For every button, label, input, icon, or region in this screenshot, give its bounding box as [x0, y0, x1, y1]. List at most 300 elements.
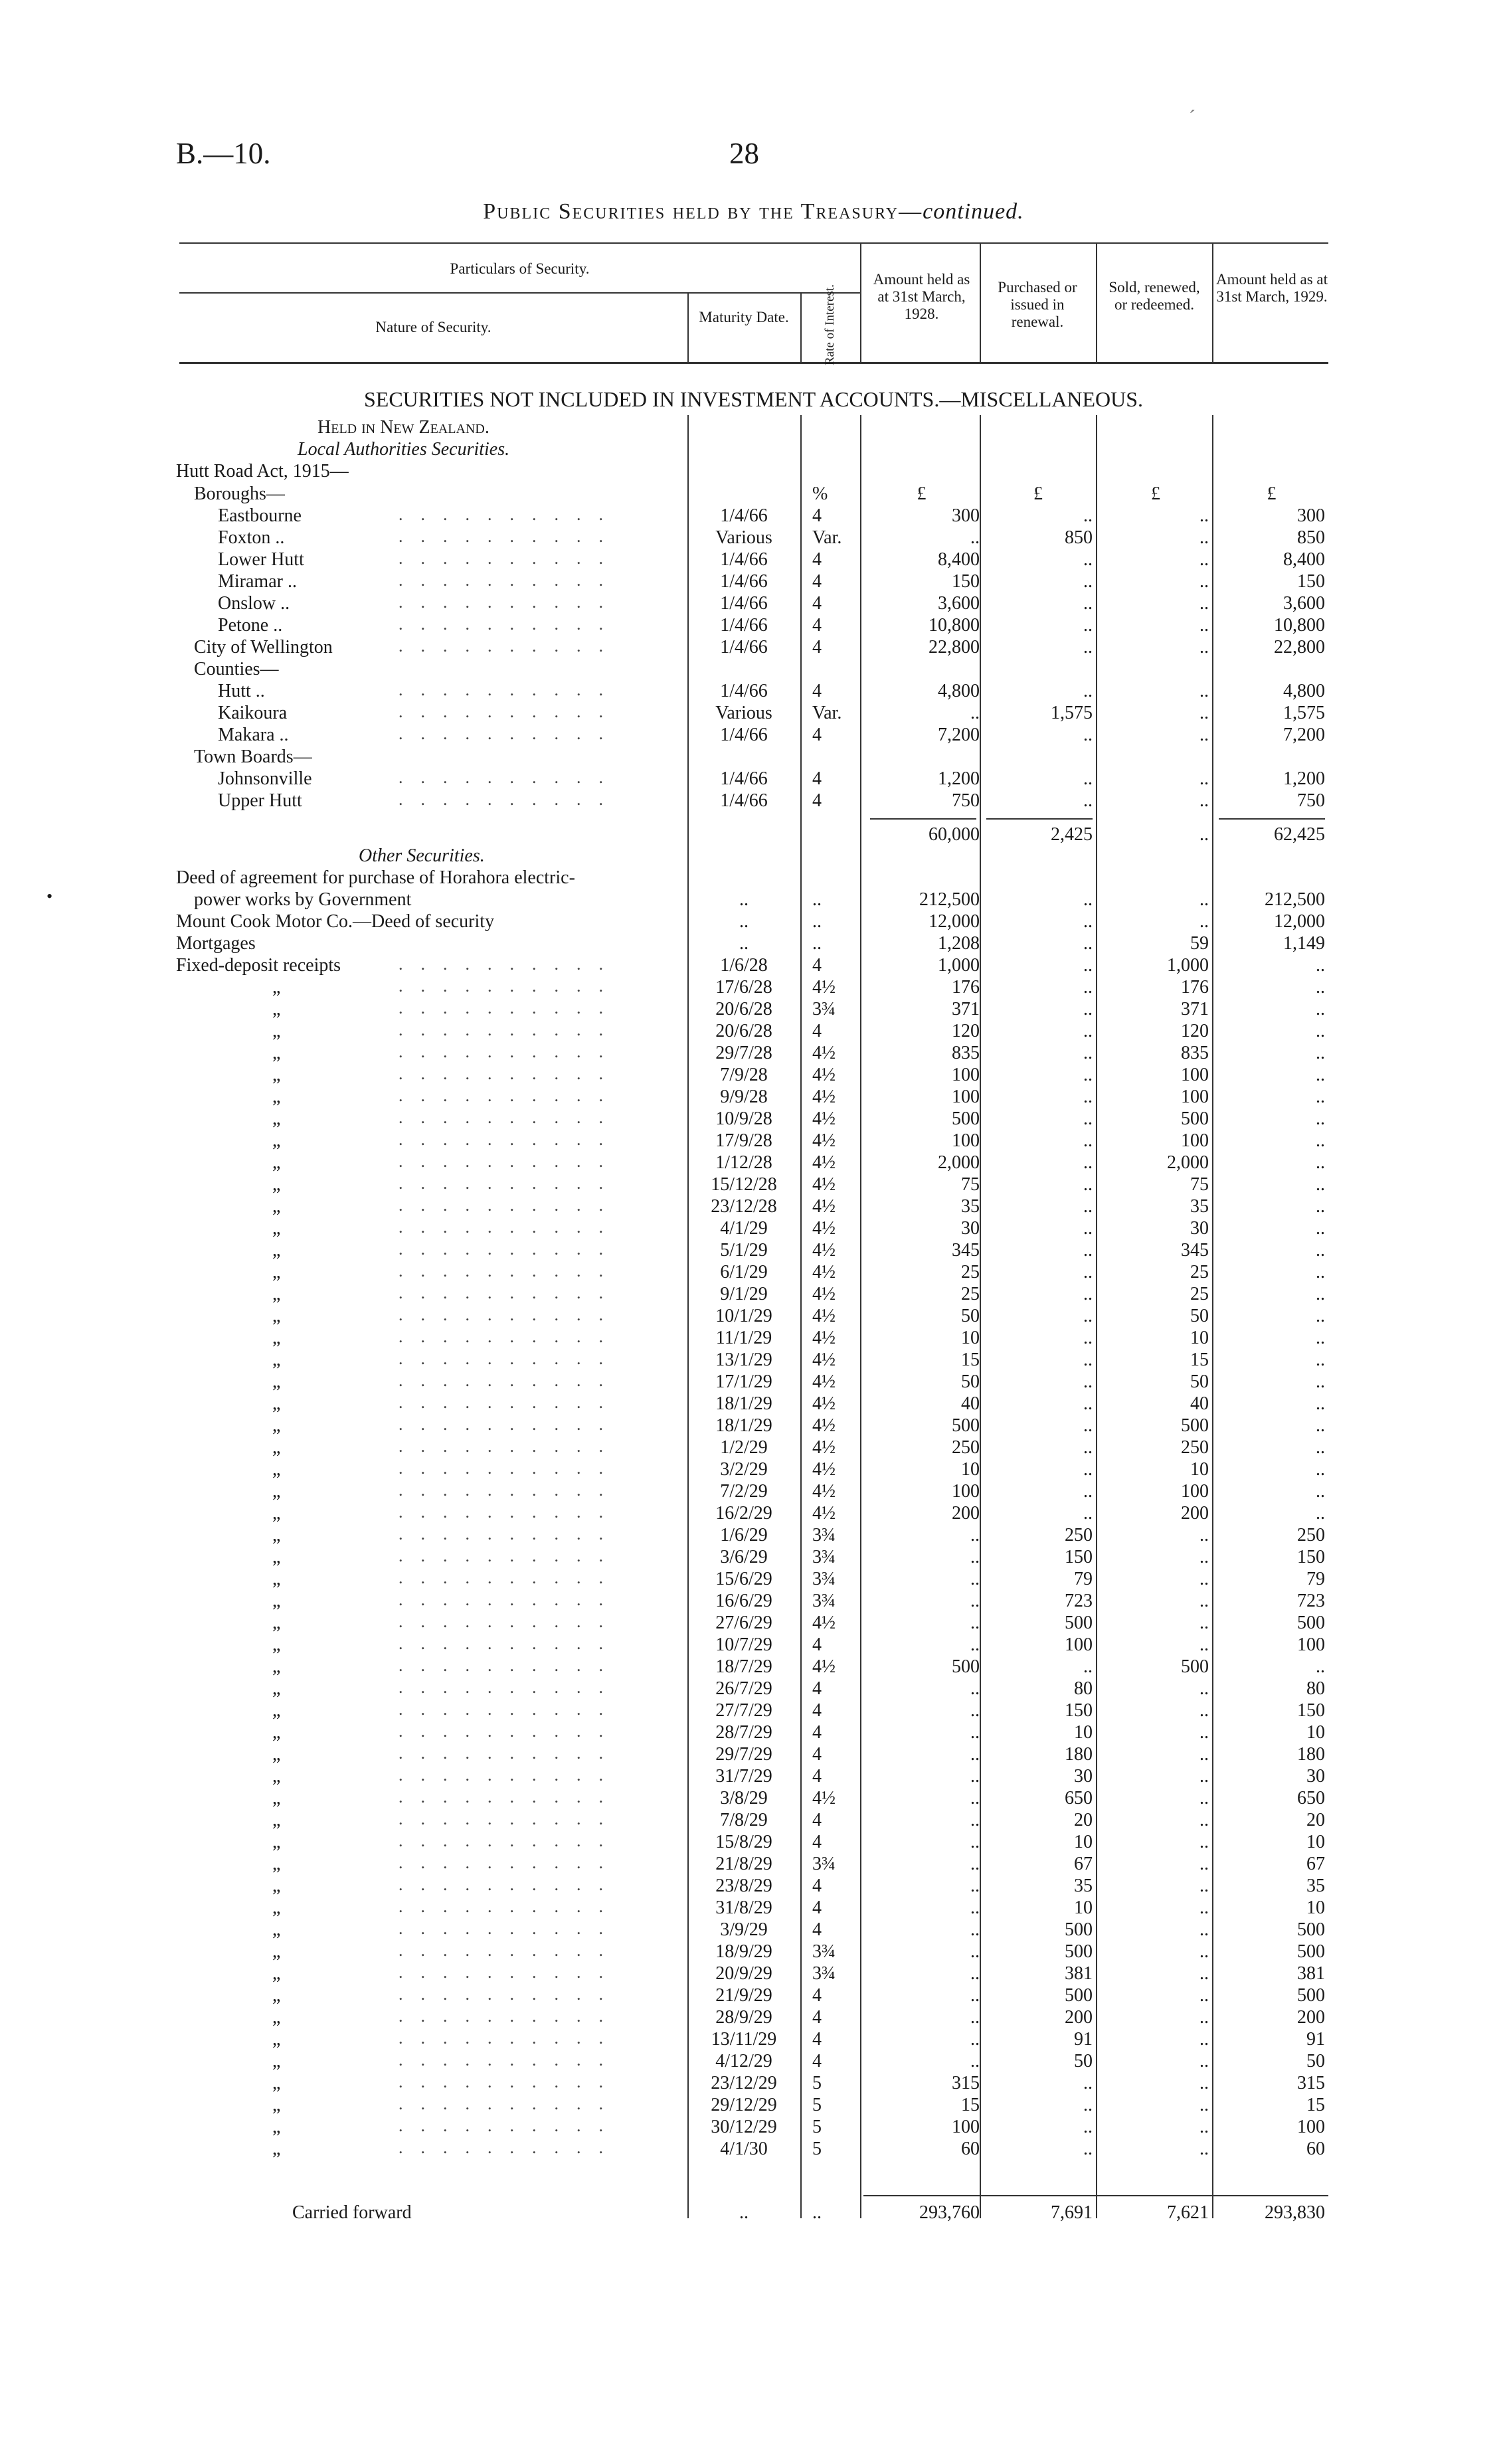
label-foxton: Foxton .. — [218, 527, 285, 548]
label-upper-hutt: Upper Hutt — [218, 790, 302, 811]
cell-held-1929: .. — [1316, 1087, 1325, 1107]
header-divider-2 — [800, 292, 802, 362]
cell-maturity: .. — [739, 911, 749, 932]
cell-maturity: 9/1/29 — [720, 1284, 768, 1304]
cell-sold: 7,621 — [1167, 2202, 1209, 2223]
cell-purchased: .. — [1083, 725, 1093, 745]
cell-maturity: 6/1/29 — [720, 1262, 768, 1282]
cell-rate: 4½ — [812, 1174, 836, 1195]
leader-dots: .......... — [399, 1174, 621, 1193]
cell-sold: 1,000 — [1167, 955, 1209, 976]
cell-maturity: 1/4/66 — [720, 593, 768, 614]
cell-held-1929: .. — [1316, 999, 1325, 1019]
page-number: 28 — [729, 137, 759, 170]
cell-purchased: .. — [1083, 1415, 1093, 1436]
cell-rate: 4 — [812, 2007, 822, 2028]
cell-rate: 4 — [812, 790, 822, 811]
cell-held-1928: .. — [970, 1832, 980, 1852]
unit-pound-1929: £ — [1267, 484, 1277, 504]
cell-maturity: 1/6/29 — [720, 1525, 768, 1545]
cell-maturity: 16/2/29 — [715, 1503, 772, 1524]
cell-held-1928: .. — [970, 1985, 980, 2006]
leader-dots: .......... — [399, 768, 621, 787]
cell-rate: 3¾ — [812, 1941, 836, 1962]
cell-maturity: 4/12/29 — [715, 2051, 772, 2071]
ditto-mark: „ — [272, 1503, 281, 1524]
cell-held-1928: .. — [970, 1547, 980, 1567]
ditto-mark: „ — [272, 2073, 281, 2093]
ditto-mark: „ — [272, 1919, 281, 1940]
col-purchased: Purchased or issued in renewal. — [998, 279, 1077, 330]
cell-sold: 250 — [1181, 1437, 1209, 1458]
cell-purchased: .. — [1083, 1393, 1093, 1414]
leader-dots: .......... — [399, 1546, 621, 1565]
cell-sold: .. — [1199, 2117, 1209, 2137]
cell-maturity: 13/1/29 — [715, 1350, 772, 1370]
cell-sold: .. — [1199, 1810, 1209, 1830]
cell-sold: 345 — [1181, 1240, 1209, 1261]
cell-sold: .. — [1199, 2095, 1209, 2115]
cell-maturity: 21/9/29 — [715, 1985, 772, 2006]
cell-rate: 4 — [812, 2029, 822, 2050]
cell-sold: .. — [1199, 1876, 1209, 1896]
cell-maturity: 1/12/28 — [715, 1152, 772, 1173]
leader-dots: .......... — [399, 1897, 621, 1916]
ditto-mark: „ — [272, 1613, 281, 1633]
cell-held-1929: .. — [1316, 1481, 1325, 1502]
cell-sold: 25 — [1190, 1284, 1209, 1304]
cell-held-1928: 500 — [952, 1415, 980, 1436]
cell-sold: .. — [1199, 2007, 1209, 2028]
title-main: Public Securities held by the Treasury— — [483, 199, 923, 224]
cell-purchased: 500 — [1065, 1919, 1093, 1940]
leader-dots: .......... — [399, 976, 621, 996]
label-mortgages: Mortgages — [176, 933, 256, 954]
cell-sold: .. — [1199, 505, 1209, 526]
cell-held-1928: .. — [970, 1766, 980, 1787]
cell-sold: .. — [1199, 1722, 1209, 1743]
cell-sold: 10 — [1190, 1328, 1209, 1348]
cell-purchased: 10 — [1074, 1897, 1093, 1918]
cell-held-1928: .. — [970, 1525, 980, 1545]
subtotal-held-1928: 60,000 — [929, 824, 980, 845]
cell-held-1929: .. — [1316, 1240, 1325, 1261]
subtotal-rule-purchased — [986, 818, 1093, 820]
cell-purchased: 500 — [1065, 1941, 1093, 1962]
ditto-mark: „ — [272, 1130, 281, 1151]
cell-maturity: 10/1/29 — [715, 1306, 772, 1326]
cell-sold: 15 — [1190, 1350, 1209, 1370]
cell-held-1929: 3,600 — [1283, 593, 1325, 614]
col-sold: Sold, renewed, or redeemed. — [1108, 279, 1200, 313]
ditto-mark: „ — [272, 1306, 281, 1326]
cell-rate: 3¾ — [812, 1854, 836, 1874]
cell-purchased: 650 — [1065, 1788, 1093, 1808]
body-divider-2 — [800, 415, 802, 2218]
cell-maturity: 13/11/29 — [711, 2029, 777, 2050]
unit-pound-1928: £ — [917, 484, 927, 504]
label-makara: Makara .. — [218, 725, 289, 745]
cell-maturity: 29/7/28 — [715, 1043, 772, 1063]
cell-purchased: .. — [1083, 1174, 1093, 1195]
cell-sold: 2,000 — [1167, 1152, 1209, 1173]
cell-held-1929: .. — [1316, 1021, 1325, 1041]
cell-rate: 4½ — [812, 1043, 836, 1063]
ditto-mark: „ — [272, 1087, 281, 1107]
ditto-mark: „ — [272, 1569, 281, 1589]
cell-held-1928: .. — [970, 1634, 980, 1655]
cell-sold: 30 — [1190, 1218, 1209, 1239]
leader-dots: .......... — [399, 1524, 621, 1543]
cell-purchased: .. — [1083, 911, 1093, 932]
cell-held-1929: .. — [1316, 1415, 1325, 1436]
cell-held-1929: .. — [1316, 977, 1325, 998]
cell-purchased: 30 — [1074, 1766, 1093, 1787]
cell-held-1929: 1,575 — [1283, 703, 1325, 723]
cell-maturity: 4/1/29 — [720, 1218, 768, 1239]
cell-held-1929: 50 — [1306, 2051, 1325, 2071]
cell-held-1928: 1,000 — [938, 955, 980, 976]
cell-rate: 4 — [812, 768, 822, 789]
cell-held-1928: 100 — [952, 2117, 980, 2137]
cell-sold: 100 — [1181, 1130, 1209, 1151]
cell-rate: 4 — [812, 1634, 822, 1655]
cell-held-1929: 381 — [1297, 1963, 1325, 1984]
cell-held-1928: 25 — [961, 1284, 980, 1304]
cell-purchased: .. — [1083, 1240, 1093, 1261]
ditto-mark: „ — [272, 2139, 281, 2159]
cell-rate: 4½ — [812, 1328, 836, 1348]
leader-dots: .......... — [399, 2028, 621, 2048]
cell-held-1929: .. — [1316, 1503, 1325, 1524]
cell-held-1928: 75 — [961, 1174, 980, 1195]
header-divider-6 — [1212, 242, 1213, 362]
leader-dots: .......... — [399, 1283, 621, 1302]
ditto-mark: „ — [272, 1744, 281, 1765]
leader-dots: .......... — [399, 1787, 621, 1806]
cell-rate: 4 — [812, 615, 822, 636]
cell-maturity: 1/4/66 — [720, 768, 768, 789]
cell-sold: 40 — [1190, 1393, 1209, 1414]
leader-dots: .......... — [399, 1239, 621, 1259]
leader-dots: .......... — [399, 549, 621, 568]
cell-purchased: 100 — [1065, 1634, 1093, 1655]
cell-maturity: 15/6/29 — [715, 1569, 772, 1589]
cell-maturity: 28/7/29 — [715, 1722, 772, 1743]
cell-sold: 835 — [1181, 1043, 1209, 1063]
leader-dots: .......... — [399, 571, 621, 590]
ditto-mark: „ — [272, 1437, 281, 1458]
label-hutt: Hutt .. — [218, 681, 265, 701]
leader-dots: .......... — [399, 1458, 621, 1478]
ditto-mark: „ — [272, 2051, 281, 2071]
cell-maturity: 15/8/29 — [715, 1832, 772, 1852]
cell-held-1929: .. — [1316, 1328, 1325, 1348]
cell-sold: 500 — [1181, 1108, 1209, 1129]
cell-held-1928: 500 — [952, 1656, 980, 1677]
cell-sold: .. — [1199, 1963, 1209, 1984]
subheading-held-nz: Held in New Zealand. — [317, 417, 489, 438]
leader-dots: .......... — [399, 1415, 621, 1434]
cell-held-1928: .. — [970, 1613, 980, 1633]
leader-dots: .......... — [399, 1678, 621, 1697]
cell-held-1928: .. — [970, 1722, 980, 1743]
cell-purchased: .. — [1083, 615, 1093, 636]
cell-held-1929: 500 — [1297, 1941, 1325, 1962]
cell-held-1929: 79 — [1306, 1569, 1325, 1589]
leader-dots: .......... — [399, 702, 621, 721]
cell-sold: .. — [1199, 889, 1209, 910]
cell-rate: .. — [812, 889, 822, 910]
cell-held-1929: 150 — [1297, 571, 1325, 592]
cell-held-1929: 20 — [1306, 1810, 1325, 1830]
cell-rate: 4½ — [812, 1415, 836, 1436]
cell-purchased: 200 — [1065, 2007, 1093, 2028]
cell-purchased: 850 — [1065, 527, 1093, 548]
cell-held-1928: 1,200 — [938, 768, 980, 789]
cell-held-1928: 15 — [961, 2095, 980, 2115]
cell-maturity: 7/8/29 — [720, 1810, 768, 1830]
cell-held-1929: 1,200 — [1283, 768, 1325, 789]
cell-rate: .. — [812, 2202, 822, 2223]
cell-sold: .. — [1199, 1547, 1209, 1567]
leader-dots: .......... — [399, 1217, 621, 1237]
cell-sold: 100 — [1181, 1087, 1209, 1107]
cell-sold: .. — [1199, 1919, 1209, 1940]
cell-purchased: .. — [1083, 1108, 1093, 1129]
leader-dots: .......... — [399, 1963, 621, 1982]
ditto-mark: „ — [272, 1700, 281, 1721]
cell-held-1929: 750 — [1297, 790, 1325, 811]
label-horahora-1: Deed of agreement for purchase of Horahora electric- — [176, 867, 575, 888]
leader-dots: .......... — [399, 1590, 621, 1609]
header-divider-1 — [687, 292, 689, 362]
cell-rate: 4½ — [812, 1350, 836, 1370]
leader-dots: .......... — [399, 1656, 621, 1675]
cell-held-1929: 7,200 — [1283, 725, 1325, 745]
cell-rate: Var. — [812, 703, 842, 723]
cell-purchased: .. — [1083, 768, 1093, 789]
cell-rate: 4 — [812, 2051, 822, 2071]
cell-held-1929: 22,800 — [1274, 637, 1325, 658]
cell-purchased: .. — [1083, 1196, 1093, 1217]
leader-dots: .......... — [399, 614, 621, 634]
cell-rate: 4 — [812, 1810, 822, 1830]
body-divider-5 — [1096, 415, 1097, 2218]
cell-rate: 4 — [812, 1876, 822, 1896]
cell-held-1928: 15 — [961, 1350, 980, 1370]
leader-dots: .......... — [399, 1568, 621, 1587]
cell-maturity: 17/9/28 — [715, 1130, 772, 1151]
cell-maturity: .. — [739, 2202, 749, 2223]
cell-maturity: 20/6/28 — [715, 1021, 772, 1041]
cell-maturity: 1/4/66 — [720, 790, 768, 811]
margin-mark: ˊ — [1189, 106, 1196, 128]
cell-held-1929: 100 — [1297, 2117, 1325, 2137]
label-town-boards: Town Boards— — [194, 747, 312, 767]
ditto-mark: „ — [272, 1985, 281, 2006]
cell-held-1929: 180 — [1297, 1744, 1325, 1765]
cell-rate: 4 — [812, 637, 822, 658]
unit-pound-purchased: £ — [1033, 484, 1043, 504]
cell-sold: .. — [1199, 1766, 1209, 1787]
cell-rate: 4 — [812, 1919, 822, 1940]
cell-held-1929: 212,500 — [1265, 889, 1325, 910]
cell-held-1929: .. — [1316, 1459, 1325, 1480]
margin-bullet: • — [46, 887, 53, 906]
cell-purchased: .. — [1083, 955, 1093, 976]
ditto-mark: „ — [272, 977, 281, 998]
cell-sold: 59 — [1190, 933, 1209, 954]
unit-percent: % — [812, 484, 828, 504]
label-petone: Petone .. — [218, 615, 283, 636]
cell-held-1928: 35 — [961, 1196, 980, 1217]
cell-rate: 4½ — [812, 1284, 836, 1304]
cell-held-1928: .. — [970, 1744, 980, 1765]
cell-sold: .. — [1199, 593, 1209, 614]
cell-maturity: 29/7/29 — [715, 1744, 772, 1765]
ditto-mark: „ — [272, 2117, 281, 2137]
cell-maturity: 27/6/29 — [715, 1613, 772, 1633]
cell-rate: 4½ — [812, 1788, 836, 1808]
cell-held-1928: .. — [970, 1810, 980, 1830]
cell-held-1928: 500 — [952, 1108, 980, 1129]
ditto-mark: „ — [272, 1284, 281, 1304]
cell-maturity: 28/9/29 — [715, 2007, 772, 2028]
total-rule — [863, 2195, 1328, 2196]
cell-held-1929: 1,149 — [1283, 933, 1325, 954]
cell-maturity: 27/7/29 — [715, 1700, 772, 1721]
cell-held-1929: 850 — [1297, 527, 1325, 548]
cell-purchased: .. — [1083, 1043, 1093, 1063]
cell-maturity: 29/12/29 — [711, 2095, 777, 2115]
cell-purchased: 79 — [1074, 1569, 1093, 1589]
leader-dots: .......... — [399, 1305, 621, 1324]
cell-maturity: 3/8/29 — [720, 1788, 768, 1808]
ditto-mark: „ — [272, 1240, 281, 1261]
cell-purchased: .. — [1083, 505, 1093, 526]
cell-held-1929: 500 — [1297, 1985, 1325, 2006]
cell-sold: 120 — [1181, 1021, 1209, 1041]
cell-held-1929: .. — [1316, 1371, 1325, 1392]
cell-rate: 4 — [812, 725, 822, 745]
cell-rate: 4 — [812, 1766, 822, 1787]
cell-purchased: 80 — [1074, 1678, 1093, 1699]
cell-maturity: 23/8/29 — [715, 1876, 772, 1896]
cell-held-1928: .. — [970, 1591, 980, 1611]
label-lower-hutt: Lower Hutt — [218, 549, 304, 570]
label-mount-cook: Mount Cook Motor Co.—Deed of security — [176, 911, 495, 932]
cell-sold: 35 — [1190, 1196, 1209, 1217]
cell-maturity: Various — [715, 527, 772, 548]
cell-rate: 4 — [812, 1021, 822, 1041]
cell-held-1929: 300 — [1297, 505, 1325, 526]
cell-rate: 4½ — [812, 1613, 836, 1633]
cell-maturity: 18/1/29 — [715, 1393, 772, 1414]
cell-sold: .. — [1199, 681, 1209, 701]
cell-maturity: 26/7/29 — [715, 1678, 772, 1699]
leader-dots: .......... — [399, 1393, 621, 1412]
cell-maturity: 23/12/28 — [711, 1196, 777, 1217]
cell-sold: 500 — [1181, 1656, 1209, 1677]
cell-rate: Var. — [812, 527, 842, 548]
cell-purchased: .. — [1083, 2073, 1093, 2093]
cell-maturity: 30/12/29 — [711, 2117, 777, 2137]
ditto-mark: „ — [272, 1152, 281, 1173]
label-kaikoura: Kaikoura — [218, 703, 288, 723]
cell-held-1929: 10,800 — [1274, 615, 1325, 636]
cell-maturity: 16/6/29 — [715, 1591, 772, 1611]
label-johnsonville: Johnsonville — [218, 768, 312, 789]
cell-purchased: .. — [1083, 1065, 1093, 1085]
cell-maturity: 4/1/30 — [720, 2139, 768, 2159]
cell-maturity: 18/7/29 — [715, 1656, 772, 1677]
col-held-1929: Amount held as at 31st March, 1929. — [1216, 271, 1328, 305]
ditto-mark: „ — [272, 1415, 281, 1436]
cell-purchased: .. — [1083, 1218, 1093, 1239]
cell-held-1929: 200 — [1297, 2007, 1325, 2028]
cell-sold: .. — [1199, 1744, 1209, 1765]
cell-sold: .. — [1199, 549, 1209, 570]
cell-purchased: 723 — [1065, 1591, 1093, 1611]
cell-held-1929: 10 — [1306, 1722, 1325, 1743]
cell-sold: .. — [1199, 1678, 1209, 1699]
cell-held-1929: 100 — [1297, 1634, 1325, 1655]
cell-held-1928: 50 — [961, 1371, 980, 1392]
leader-dots: .......... — [399, 2006, 621, 2026]
cell-held-1928: 300 — [952, 505, 980, 526]
leader-dots: .......... — [399, 1371, 621, 1390]
cell-held-1929: 723 — [1297, 1591, 1325, 1611]
cell-sold: 371 — [1181, 999, 1209, 1019]
leader-dots: .......... — [399, 724, 621, 743]
leader-dots: .......... — [399, 1020, 621, 1039]
ditto-mark: „ — [272, 1591, 281, 1611]
cell-held-1928: 10,800 — [929, 615, 980, 636]
cell-rate: 5 — [812, 2095, 822, 2115]
leader-dots: .......... — [399, 1130, 621, 1149]
cell-held-1928: 40 — [961, 1393, 980, 1414]
leader-dots: .......... — [399, 1349, 621, 1368]
cell-purchased: .. — [1083, 1328, 1093, 1348]
cell-maturity: 1/2/29 — [720, 1437, 768, 1458]
cell-rate: 3¾ — [812, 1525, 836, 1545]
cell-rate: 4 — [812, 1722, 822, 1743]
cell-purchased: .. — [1083, 1503, 1093, 1524]
cell-maturity: 9/9/28 — [720, 1087, 768, 1107]
cell-held-1928: 345 — [952, 1240, 980, 1261]
cell-maturity: 1/4/66 — [720, 681, 768, 701]
cell-rate: 4 — [812, 1985, 822, 2006]
cell-sold: 50 — [1190, 1371, 1209, 1392]
leader-dots: .......... — [399, 954, 621, 974]
cell-rate: 4½ — [812, 1262, 836, 1282]
cell-held-1929: 80 — [1306, 1678, 1325, 1699]
cell-held-1929: 315 — [1297, 2073, 1325, 2093]
cell-purchased: .. — [1083, 1284, 1093, 1304]
leader-dots: .......... — [399, 1634, 621, 1653]
cell-sold: .. — [1199, 1569, 1209, 1589]
cell-held-1928: .. — [970, 1700, 980, 1721]
col-held-1928: Amount held as at 31st March, 1928. — [873, 271, 970, 322]
cell-maturity: 3/6/29 — [720, 1547, 768, 1567]
leader-dots: .......... — [399, 1700, 621, 1719]
cell-held-1928: 3,600 — [938, 593, 980, 614]
leader-dots: .......... — [399, 1437, 621, 1456]
cell-held-1928: 60 — [961, 2139, 980, 2159]
cell-held-1929: 60 — [1306, 2139, 1325, 2159]
cell-rate: 4 — [812, 681, 822, 701]
